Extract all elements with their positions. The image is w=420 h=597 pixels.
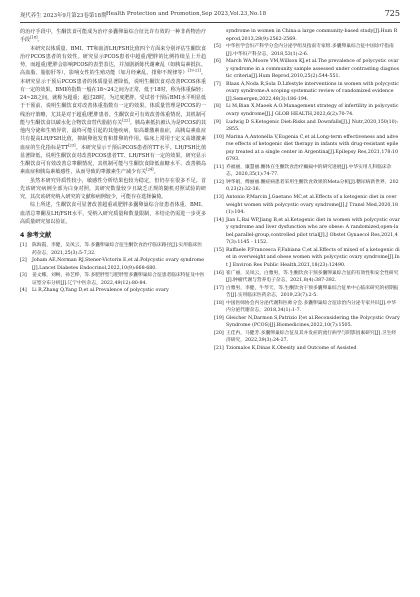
reference-text: 崔广丽，吴凤云，白雅男，等.生酮饮食干预多囊卵巢综合征的有效性和安全性研究[J].肿瘤代谢与营养电子杂志，2021,8(4):387-392. <box>226 270 399 284</box>
reference-text: 王佳冉，马健芳.多囊卵巢综合征及其并发症的流行病学与阴影因素研究[J].卫生经济研究，2022,39(3):24-27. <box>226 330 397 344</box>
reference-number: [4] <box>20 288 27 294</box>
reference-number: [2] <box>20 258 27 264</box>
reference-list-left <box>20 242 206 295</box>
citation: [24] <box>146 167 154 172</box>
citation: [19-21] <box>187 68 201 73</box>
reference-number: [10] <box>214 134 224 140</box>
reference-item <box>214 119 400 134</box>
reference-item <box>214 270 400 285</box>
reference-text: Jian L,Bai WP,Jiang B,et al.Ketogenic diet in women with polycystic ovary syndrome and liver dysfunction who are obese: A randomized,open-label,parallel-group,controlled pilot trial[J].J Obstet Gynaecol Res,2021,47(3):1145 - 1152. <box>226 217 400 246</box>
left-column <box>20 28 206 295</box>
reference-number: [12] <box>214 179 224 185</box>
reference-text: March WA,Moore VM,Willson KJ,et al.The prevalence of polycystic ovary syndrome in a community sample assessed under contrasting diagnostic criteria[J].Hum Reprod,2010,25(2):544-551. <box>226 59 400 80</box>
reference-text: syndrome in women in China:a large community-based study[J].Hum Reprod,2013,28(9):2562-2569. <box>226 29 398 42</box>
reference-number: [13] <box>214 195 224 201</box>
running-header <box>20 9 400 21</box>
reference-number: [17] <box>214 285 224 291</box>
reference-item <box>214 134 400 164</box>
reference-item <box>214 179 400 194</box>
journal-issue-en: Health Protection and Promotion,Sep 2023,Vol.23,No.18 <box>106 11 267 17</box>
reference-text: Tziomalos K,Dinas K.Obesity and Outcome of Assisted <box>226 345 357 351</box>
reference-number: [18] <box>214 300 224 306</box>
reference-list-right <box>214 28 400 353</box>
reference-item <box>214 81 400 104</box>
paragraph-2: 本研究以体质量、BMI、TT和血清LH/FSH比值四个方面来分别评估生酮饮食治疗PCOS患者的有效性。研究显示PCOS患者中超重/肥胖的比例持续呈上升趋势，而超重/肥胖会影响PCOS的表型表达，并加剧新陈代谢紊乱（如胰岛素抵抗、高血脂、脂肪肝等），影响女性的生殖功能（如月经紊乱、排卵不规律等）[19-21]。本研究显示干预后PCOS患者的体质量显著降低，说明生酮饮食对改善PCOS体重有一定的效果。BMI的指数一般在18~24之间为正常，低于18时，称为体重偏轻；24~28之间，就称为超重；超过28时，为过度肥胖。受试者干预后BMI水平明显低于干预前，说明生酮饮食对改善体重指数有一定的效果。体质量管理是PCOS的一线治疗策略，尤其是对于超重/肥胖患者。生酮饮食可有效改善体重情况，其机制可能与生酮饮食以碳水化合物饮食替代脂肪有关[22]。胰岛素抵抗被认为是PCOS的其他内分泌和生殖异常，最终可能引起的其他疾病，如高雄激素血症，高胰岛素血症共有提高LH/FSH比值，抑制卵泡发育和排卵的作用。临床上常用于定义高雄激素血症的生化指标是TT[23]。本研究显示干预后PCOS患者的TT水平、LH/FSH比值显著降低，说明生酮饮食对改善PCOS患者TT、LH/FSH有一定的效果。研究显示生酮饮食可有效改善总睾酮情况，其机制可能与生酮饮食降低血糖水平、改善胰岛素血症和胰岛素敏感性，从而导致的睾激素生产减少有关[24]。 <box>20 45 207 176</box>
paragraph-1: 的治疗手段中，生酮饮食可能成为治疗多囊卵巢综合征比许有效的一种非药物治疗手段[18]。 <box>20 29 206 44</box>
paragraph-3: 虽然本研究异质性较小，敏感性分析结果也较为稳定，但仍存在很多不足。首先该研究病例全部为白身对照，其研究数量较少且缺乏正规的随机对照试验的研究，其次该研究纳入研究的文献和病例较少，可能存在选择偏倚。 <box>20 177 206 200</box>
reference-number: [14] <box>214 217 224 223</box>
citation: [18] <box>30 35 38 40</box>
reference-text: Antonio P,Marcin J,Gaetano MC,et al.Effects of a ketogenic diet in overweight women with polycystic ovary syndrome[J].J Transl Med,2020,18(1):104. <box>226 195 398 216</box>
reference-number: [16] <box>214 270 224 276</box>
reference-number: [5] <box>214 44 221 50</box>
reference-text: Blaax A,Noda R,Sola D.Lifestyle interventions in women with polycystic ovary syndrome:A scoping systematic review of randomized evidence[J].Semergen,2022,48(3):186-194. <box>226 81 399 102</box>
reference-text: Marina A,Antonella V,Eugenia C,et al.Long-term effectiveness and adverse effects of ketogenic diet therapy in infants with drug-resistant epilepsy treated at a single center in Argentina[J].Epilepsy Res,2021,178:106793. <box>226 134 399 163</box>
reference-item <box>214 330 400 345</box>
reference-number: [9] <box>214 119 221 125</box>
citation: [22] <box>122 118 130 123</box>
reference-text: 白雅男，李健，牛琴天，等.生酮饮食干预多囊卵巢综合征单中心临床研究的初期报告[J].实用临床医药杂志，2019,23(7):2-5. <box>226 285 399 299</box>
page-number: 725 <box>384 9 400 18</box>
reference-text: Gleicher N,Darmon S,Patrizio P,et al.Reconsidering the Polycystic Ovary Syndrome (PCOS)[J].Biomedicines,2022,10(7):1505. <box>226 315 400 329</box>
reference-item <box>20 287 206 295</box>
header-rule <box>20 22 400 23</box>
references-heading: 4 参考文献 <box>20 232 52 239</box>
reference-number: [8] <box>214 104 221 110</box>
reference-text: 陈海霞，李健，吴凤云，等.多囊卵巢综合征生酮饮食治疗临床路径[J].实用临床医药杂志，2021,25(3):5-7,32. <box>32 243 203 256</box>
reference-number: [19] <box>214 315 224 321</box>
reference-number: [21] <box>214 345 224 351</box>
citation: [23] <box>68 142 76 147</box>
reference-item <box>214 247 400 270</box>
reference-number: [1] <box>20 243 27 248</box>
reference-item <box>20 257 206 272</box>
reference-number: [20] <box>214 330 224 336</box>
reference-number: [3] <box>20 273 27 279</box>
reference-text: Raffaele P,Francesca F,Fabiana C,et al.Effects of mixed of a ketogenic diet in overweight and obese women with polycystic ovary syndrome[J].Int J Environ Res Public Health,2021,18(23):12490. <box>226 247 400 268</box>
reference-text: 中华医学会妇产科学分会内分泌学组及指南专家组.多囊卵巢综合征中国诊疗指南[J].中华妇产科杂志，2018,53(1):2-6. <box>226 44 394 57</box>
reference-text: Ludwig D S.Ketogenic Diet:Risks and Downfalls[J].J Nutr,2020,150(10):2855. <box>226 119 399 133</box>
right-column <box>214 28 400 353</box>
reference-item <box>20 272 206 287</box>
reference-item <box>214 164 400 179</box>
reference-text: 乔福丽，廉慧丽.酮体在生酮饮食治疗癫痫中的研究进展[J].中华实用儿科临床杂志，2020,35(1):74-77. <box>226 164 392 178</box>
reference-number: [6] <box>214 59 221 65</box>
journal-issue-cn: 现代养生 2023年9月第23卷第18期 <box>20 13 107 19</box>
reference-item <box>214 28 400 43</box>
reference-item <box>214 345 400 353</box>
reference-item <box>214 103 400 118</box>
reference-item <box>214 58 400 81</box>
reference-item <box>214 43 400 58</box>
reference-item <box>214 194 400 217</box>
reference-text: Li M,Bian X,Maoek A.O.Management strategy of infertility in polycystic ovary syndrome[J].J GLOB HEALTH,2022,6(2):70-74. <box>226 104 399 118</box>
reference-text: Joham AE,Norman RJ,Stener-Victorin E,et al.Polycystic ovary syndrome[J].Lancet Diabetes Endocrinol,2022,10(9):668-680. <box>32 258 205 271</box>
reference-text: 姜文娜，刘畅，孙艺桦，等.多肥胖型与肥胖型多囊卵巢综合征患者临床特征及中医证型分布分析[J].辽宁中医杂志，2022,49(12):80-84. <box>32 273 205 286</box>
reference-number: [15] <box>214 247 224 253</box>
reference-number: [11] <box>214 164 224 170</box>
paragraph-4: 综上所述，生酮饮食可显著改善超重或肥胖多囊卵巢综合征患者体重、BMI、血清总睾酮及LH/FSH水平，受纳入研究质量和数量限制，本结论仍需进一步更多高质量研究加以验证。 <box>20 202 206 225</box>
reference-item <box>20 242 206 257</box>
reference-text: 中国医师协会内分泌代谢科医师分会.多囊卵巢综合征诊治内分泌专家共识[J].中华内分泌代谢杂志，2018,34(1):1-7. <box>226 300 397 314</box>
reference-item <box>214 300 400 315</box>
reference-text: Li R,Zhang Q,Yang D,et al.Prevalence of polycystic ovary <box>32 288 169 294</box>
reference-item <box>214 217 400 247</box>
reference-number: [7] <box>214 81 221 87</box>
reference-item <box>214 285 400 300</box>
reference-item <box>214 315 400 330</box>
reference-text: 钟华娟，傅丽丽.酮症病患者采用生酮饮食效果的Meta分析[J].糖尿病新世界，2020,23(2):32-36. <box>226 179 399 193</box>
